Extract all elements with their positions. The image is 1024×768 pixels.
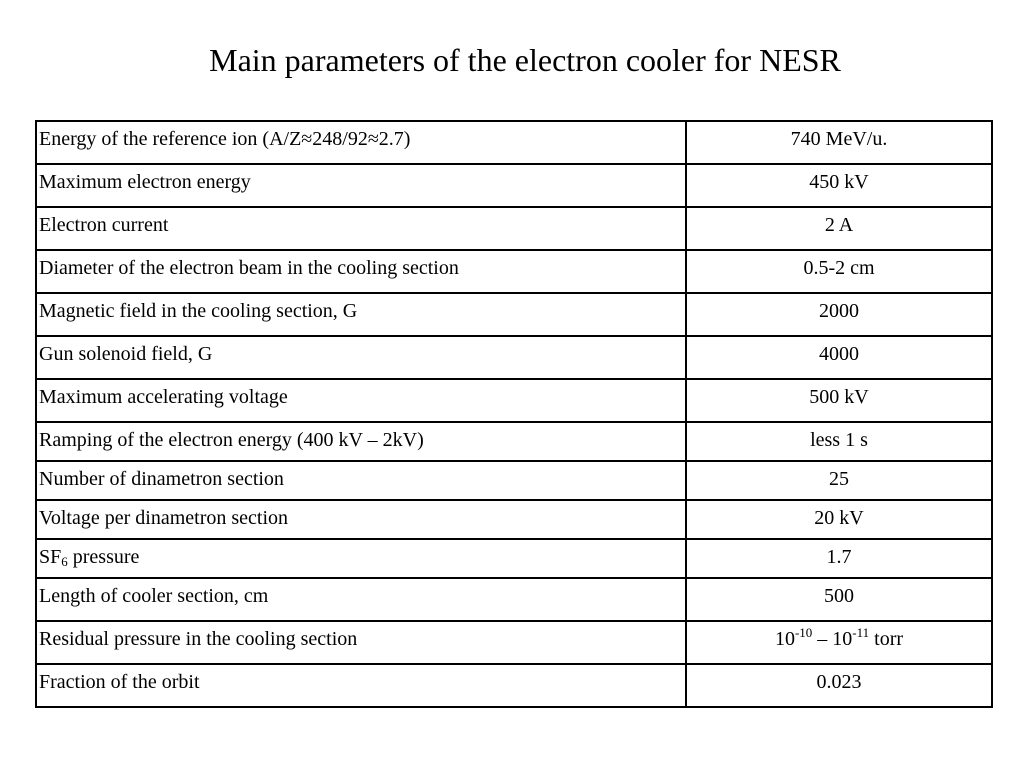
param-value: 1.7 xyxy=(686,539,992,578)
param-name: Magnetic field in the cooling section, G xyxy=(36,293,686,336)
param-value: less 1 s xyxy=(686,422,992,461)
superscript: -11 xyxy=(852,625,870,640)
param-name-prefix: SF xyxy=(39,546,62,568)
subscript: 6 xyxy=(61,554,68,569)
table-row xyxy=(36,500,992,539)
table-row xyxy=(36,578,992,621)
table-row xyxy=(36,461,992,500)
param-name-suffix: pressure xyxy=(67,546,140,568)
param-name: Length of cooler section, cm xyxy=(36,578,686,621)
param-name: Maximum accelerating voltage xyxy=(36,379,686,422)
param-name: Fraction of the orbit xyxy=(36,664,686,707)
param-value: 2 A xyxy=(686,207,992,250)
table-row xyxy=(36,121,992,164)
table-row xyxy=(36,664,992,707)
table-row xyxy=(36,164,992,207)
param-name: Number of dinametron section xyxy=(36,461,686,500)
table-row xyxy=(36,293,992,336)
param-name: Energy of the reference ion (A/Z≈248/92≈2.7) xyxy=(36,121,686,164)
param-name: Ramping of the electron energy (400 kV – 2kV) xyxy=(36,422,686,461)
parameters-table xyxy=(35,120,993,708)
param-value: 500 kV xyxy=(686,379,992,422)
param-name: Voltage per dinametron section xyxy=(36,500,686,539)
superscript: -10 xyxy=(794,625,813,640)
param-value: 0.023 xyxy=(686,664,992,707)
value-base: 10 xyxy=(774,628,795,650)
page-title: Main parameters of the electron cooler for NESR xyxy=(209,42,841,78)
table-row xyxy=(36,207,992,250)
value-suffix: torr xyxy=(869,628,904,650)
table-row xyxy=(36,539,992,578)
param-value: 20 kV xyxy=(686,500,992,539)
table-row xyxy=(36,621,992,664)
param-value: 25 xyxy=(686,461,992,500)
param-name: Diameter of the electron beam in the cooling section xyxy=(36,250,686,293)
param-value xyxy=(686,621,992,664)
param-name: Electron current xyxy=(36,207,686,250)
param-name: Residual pressure in the cooling section xyxy=(36,621,686,664)
table-row xyxy=(36,422,992,461)
param-value: 4000 xyxy=(686,336,992,379)
value-mid: – 10 xyxy=(812,628,853,650)
param-value: 740 MeV/u. xyxy=(686,121,992,164)
table-row xyxy=(36,250,992,293)
table-row xyxy=(36,379,992,422)
table-row xyxy=(36,336,992,379)
param-name: Gun solenoid field, G xyxy=(36,336,686,379)
param-value: 2000 xyxy=(686,293,992,336)
param-name xyxy=(36,539,686,578)
param-name: Maximum electron energy xyxy=(36,164,686,207)
param-value: 500 xyxy=(686,578,992,621)
param-value: 450 kV xyxy=(686,164,992,207)
param-value: 0.5-2 cm xyxy=(686,250,992,293)
